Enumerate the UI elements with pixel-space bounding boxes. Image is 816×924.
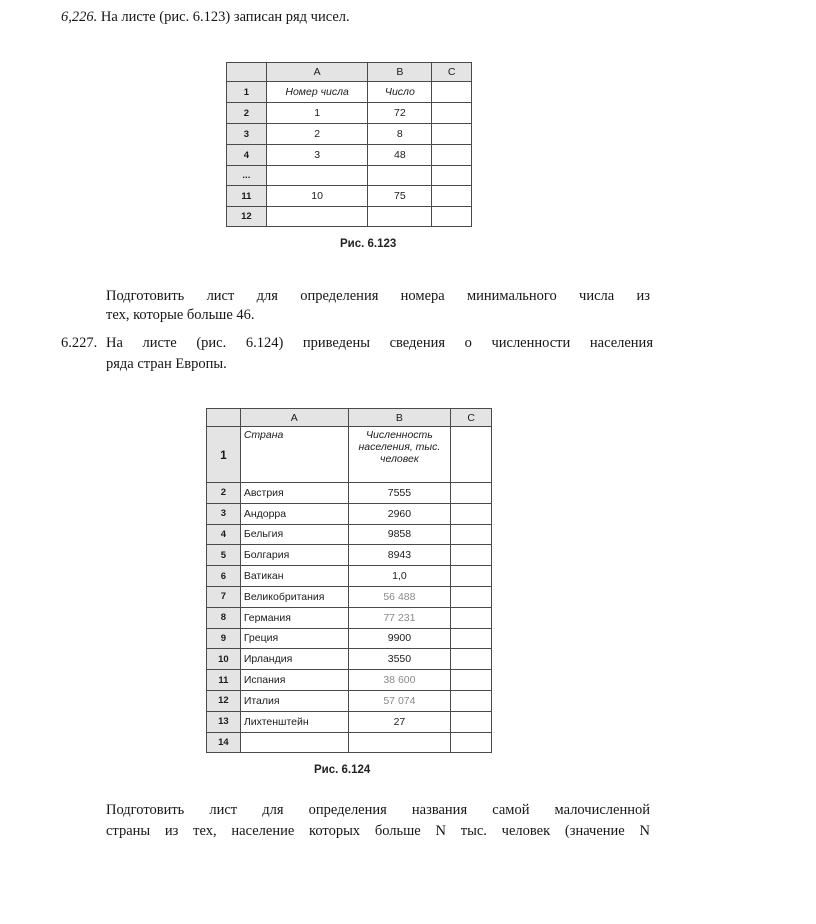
- figure-123-caption: Рис. 6.123: [340, 238, 397, 250]
- cell-c: [432, 166, 472, 186]
- cell-c: [432, 124, 472, 145]
- row-number: 2: [227, 103, 267, 124]
- cell-b: 48: [368, 145, 432, 166]
- row-number: 11: [227, 186, 267, 207]
- cell-a: [266, 166, 368, 186]
- cell-country: Андорра: [240, 503, 348, 524]
- table-row: [207, 607, 492, 628]
- column-header-b: B: [368, 63, 432, 82]
- cell-c: [451, 566, 492, 587]
- column-header-a: A: [266, 63, 368, 82]
- cell-population: 57 074: [348, 690, 451, 711]
- table-row: [227, 124, 472, 145]
- cell-c: [451, 732, 492, 753]
- cell-b: 75: [368, 186, 432, 207]
- row-number: ...: [227, 166, 267, 186]
- cell-c: [451, 607, 492, 628]
- cell-c: [451, 690, 492, 711]
- cell-population: 27: [348, 711, 451, 732]
- cell-b: Число: [368, 82, 432, 103]
- cell-country: Великобритания: [240, 586, 348, 607]
- problem-227-line1: На листе (рис. 6.124) приведены сведения о численности населения: [106, 335, 653, 351]
- cell-population: 77 231: [348, 607, 451, 628]
- cell-c: [451, 586, 492, 607]
- cell-country: Германия: [240, 607, 348, 628]
- cell-population: 56 488: [348, 586, 451, 607]
- table-row: [207, 670, 492, 691]
- cell-country: Испания: [240, 670, 348, 691]
- row-number: 4: [227, 145, 267, 166]
- cell-c: [451, 524, 492, 545]
- cell-c: [451, 545, 492, 566]
- row-number: 3: [227, 124, 267, 145]
- cell-c: [432, 145, 472, 166]
- table-row: [207, 649, 492, 670]
- cell-c: [451, 483, 492, 504]
- problem-226-task-line1: Подготовить лист для определения номера минимального числа из: [106, 288, 650, 304]
- cell-a: 10: [266, 186, 368, 207]
- header-c: [451, 427, 492, 483]
- problem-226-text: На листе (рис. 6.123) записан ряд чисел.: [100, 9, 350, 25]
- table-row: [227, 82, 472, 103]
- table-row: [207, 711, 492, 732]
- row-number: 10: [207, 649, 241, 670]
- cell-c: [451, 649, 492, 670]
- column-header-a: A: [240, 409, 348, 427]
- problem-227-line2: ряда стран Европы.: [106, 356, 227, 372]
- cell-c: [432, 82, 472, 103]
- cell-population: 9900: [348, 628, 451, 649]
- row-number: 2: [207, 483, 241, 504]
- problem-226-statement: [61, 7, 350, 28]
- cell-country: Греция: [240, 628, 348, 649]
- cell-country: Лихтенштейн: [240, 711, 348, 732]
- row-number: 3: [207, 503, 241, 524]
- cell-a: 1: [266, 103, 368, 124]
- cell-c: [432, 186, 472, 207]
- table-row: [207, 690, 492, 711]
- table-header-row: [207, 427, 492, 483]
- cell-b: [368, 166, 432, 186]
- cell-a: Номер числа: [266, 82, 368, 103]
- cell-population: 1,0: [348, 566, 451, 587]
- cell-c: [451, 711, 492, 732]
- cell-country: Бельгия: [240, 524, 348, 545]
- cell-c: [451, 670, 492, 691]
- row-number: 7: [207, 586, 241, 607]
- problem-227-task-line2: страны из тех, население которых больше N тыс. человек (значение N: [106, 823, 650, 839]
- table-row: [207, 483, 492, 504]
- row-number: 8: [207, 607, 241, 628]
- cell-c: [432, 103, 472, 124]
- figure-124-spreadsheet: [206, 408, 492, 753]
- row-number: 5: [207, 545, 241, 566]
- cell-c: [451, 503, 492, 524]
- table-row: [207, 566, 492, 587]
- cell-population: [348, 732, 451, 753]
- cell-b: [368, 207, 432, 227]
- cell-a: 3: [266, 145, 368, 166]
- table-row: [227, 207, 472, 227]
- cell-country: Ватикан: [240, 566, 348, 587]
- row-number: 13: [207, 711, 241, 732]
- cell-b: 72: [368, 103, 432, 124]
- cell-country: Италия: [240, 690, 348, 711]
- column-header-c: C: [432, 63, 472, 82]
- column-header-row: [207, 409, 492, 427]
- row-number: 1: [207, 427, 241, 483]
- row-number: 6: [207, 566, 241, 587]
- table-row: [207, 545, 492, 566]
- corner-cell: [207, 409, 241, 427]
- cell-a: 2: [266, 124, 368, 145]
- problem-227-statement: [61, 333, 653, 375]
- row-number: 12: [207, 690, 241, 711]
- figure-124-caption: Рис. 6.124: [314, 764, 371, 776]
- cell-country: Болгария: [240, 545, 348, 566]
- cell-a: [266, 207, 368, 227]
- column-header-b: B: [348, 409, 451, 427]
- cell-country: [240, 732, 348, 753]
- figure-123-spreadsheet: [226, 62, 472, 227]
- cell-b: 8: [368, 124, 432, 145]
- problem-227-number: 6.227.: [61, 335, 98, 351]
- problem-226-task-line2: тех, которые больше 46.: [106, 307, 255, 323]
- header-country: Страна: [240, 427, 348, 483]
- cell-population: 8943: [348, 545, 451, 566]
- table-row: [207, 732, 492, 753]
- row-number: 11: [207, 670, 241, 691]
- cell-country: Австрия: [240, 483, 348, 504]
- row-number: 1: [227, 82, 267, 103]
- cell-population: 9858: [348, 524, 451, 545]
- problem-226-number: 6,226.: [61, 9, 98, 25]
- problem-227-task-line1: Подготовить лист для определения названия самой малочисленной: [106, 802, 650, 818]
- row-number: 12: [227, 207, 267, 227]
- table-row: [227, 186, 472, 207]
- table-row: [207, 503, 492, 524]
- corner-cell: [227, 63, 267, 82]
- cell-population: 3550: [348, 649, 451, 670]
- row-number: 14: [207, 732, 241, 753]
- table-row: [207, 628, 492, 649]
- cell-population: 2960: [348, 503, 451, 524]
- cell-population: 38 600: [348, 670, 451, 691]
- header-population: Численность населения, тыс. человек: [348, 427, 451, 483]
- table-row: [207, 586, 492, 607]
- cell-c: [451, 628, 492, 649]
- table-row: [227, 103, 472, 124]
- cell-c: [432, 207, 472, 227]
- row-number: 4: [207, 524, 241, 545]
- cell-population: 7555: [348, 483, 451, 504]
- table-row: [207, 524, 492, 545]
- row-number: 9: [207, 628, 241, 649]
- column-header-row: [227, 63, 472, 82]
- column-header-c: C: [451, 409, 492, 427]
- table-row: [227, 145, 472, 166]
- cell-country: Ирландия: [240, 649, 348, 670]
- table-row: [227, 166, 472, 186]
